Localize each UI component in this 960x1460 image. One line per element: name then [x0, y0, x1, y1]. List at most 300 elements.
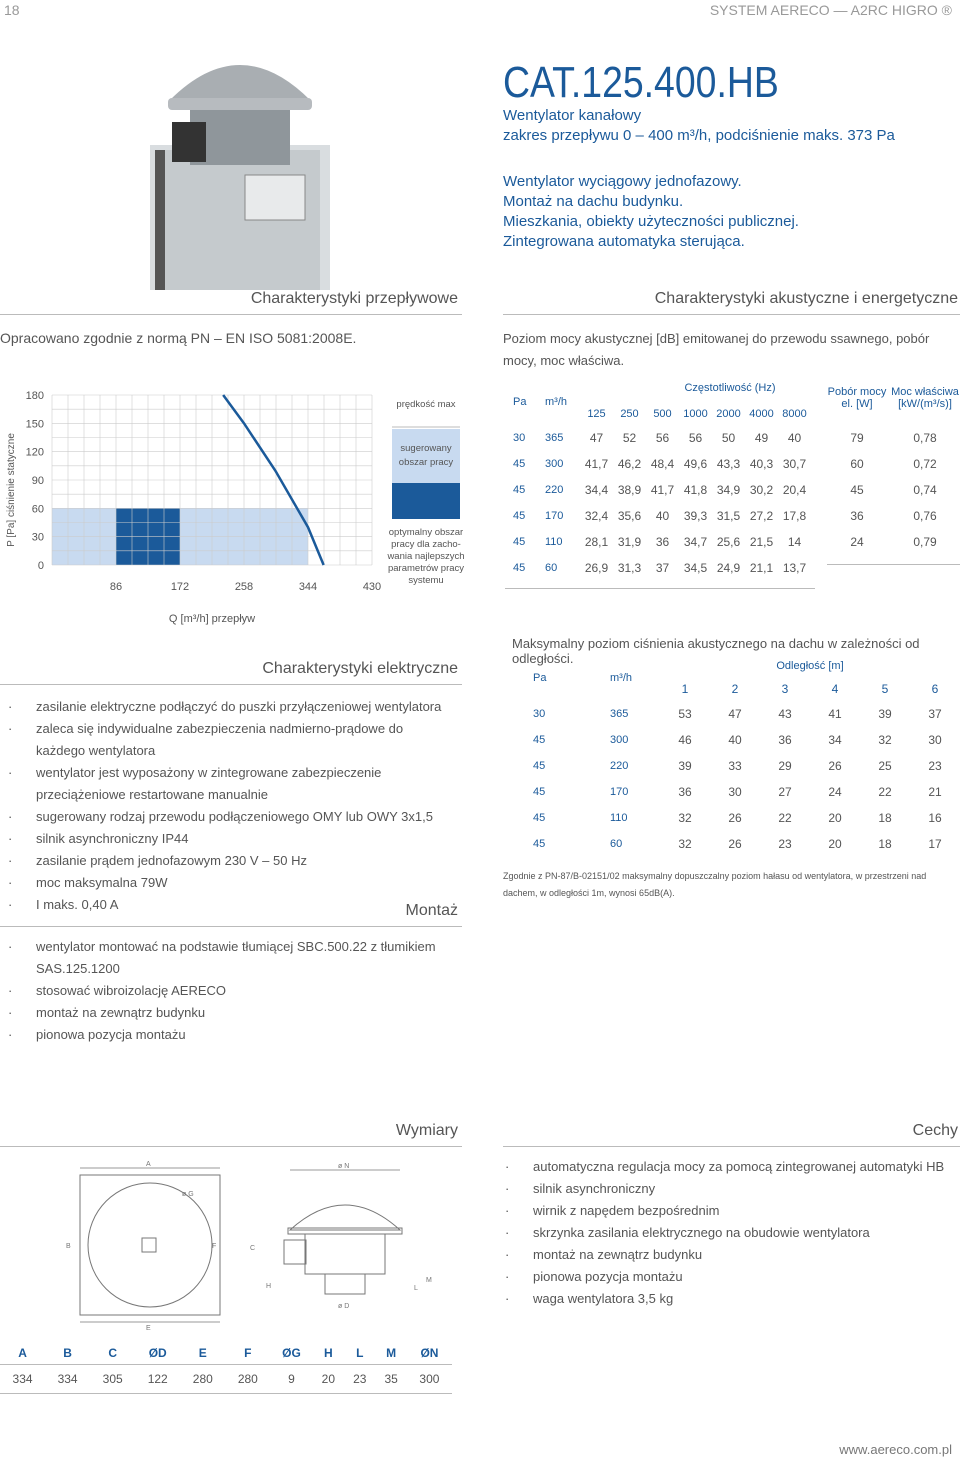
running-head: SYSTEM AERECO — A2RC HIGRO ®: [709, 2, 952, 18]
label-a: A: [146, 1161, 151, 1168]
cell-level: 40: [655, 509, 670, 523]
list-item-text: moc maksymalna 79W: [36, 875, 168, 890]
cell-pa: 45: [513, 458, 526, 470]
bullet: ·: [8, 939, 13, 954]
table-row: [505, 556, 960, 582]
table-row: [505, 806, 960, 832]
table-row: [505, 780, 960, 806]
cell-pa: 45: [513, 536, 526, 548]
divider: [505, 588, 815, 589]
x-tick-label: 172: [170, 581, 190, 593]
bullet: ·: [8, 765, 13, 780]
dimensions-header-row: [0, 1342, 452, 1365]
cell-level: 32: [678, 811, 692, 825]
dimension-header: L: [356, 1346, 364, 1360]
cell-m3: 60: [610, 838, 623, 850]
dimension-header: ØN: [420, 1346, 439, 1360]
specific-unit: [kW/(m³/s)]: [898, 398, 952, 410]
col-header-freq: Częstotliwość (Hz): [684, 382, 776, 394]
cell-specific: 0,76: [913, 509, 937, 523]
dimension-value: 305: [90, 1365, 135, 1394]
cell-level: 36: [678, 785, 692, 799]
features-heading: Cechy: [912, 1122, 958, 1139]
cell-pa: 30: [513, 432, 526, 444]
x-tick-label: 258: [234, 581, 254, 593]
cell-power: 45: [850, 483, 864, 497]
cell-level: 25: [878, 759, 892, 773]
cell-m3: 170: [545, 510, 564, 522]
product-description: [503, 172, 799, 252]
cell-level: 56: [655, 431, 670, 445]
freq-label: 2000: [716, 408, 741, 420]
cell-level: 31,3: [617, 561, 642, 575]
cell-pa: 45: [533, 786, 546, 798]
freq-label: 250: [620, 408, 639, 420]
cell-level: 37: [928, 707, 942, 721]
cell-level: 20,4: [782, 483, 807, 497]
cell-level: 47: [728, 707, 742, 721]
dimension-header: E: [198, 1346, 207, 1360]
divider: [0, 926, 462, 927]
cell-level: 49,6: [683, 457, 708, 471]
cell-level: 21,5: [749, 535, 774, 549]
cell-level: 36: [778, 733, 792, 747]
dimension-header: A: [18, 1346, 27, 1360]
table-row: [505, 728, 960, 754]
cell-m3: 365: [545, 432, 564, 444]
cell-level: 43: [778, 707, 792, 721]
cell-pa: 45: [513, 484, 526, 496]
col-header-m3: m³/h: [545, 396, 567, 408]
col-header-pa: Pa: [513, 396, 527, 408]
list-item: [505, 1222, 945, 1244]
cell-level: 47: [589, 431, 604, 445]
dimension-value: 35: [375, 1365, 406, 1394]
list-item-text: zasilanie prądem jednofazowym 230 V – 50 Hz: [36, 853, 307, 868]
table-row: [505, 452, 960, 478]
bullet: ·: [8, 1027, 13, 1042]
standard-note: Opracowano zgodnie z normą PN – EN ISO 5081:2008E.: [0, 330, 357, 346]
divider: [0, 684, 462, 685]
cell-level: 40: [728, 733, 742, 747]
cell-level: 34,4: [584, 483, 609, 497]
label-l: L: [414, 1285, 418, 1292]
bullet: ·: [505, 1291, 510, 1306]
legend-optimal-line: optymalny obszar: [388, 527, 464, 538]
list-item: [8, 1024, 448, 1046]
table-row: [505, 478, 960, 504]
x-tick-label: 430: [362, 581, 382, 593]
list-item-text: pionowa pozycja montażu: [36, 1027, 186, 1042]
label-c: C: [250, 1245, 256, 1252]
label-b: B: [66, 1243, 71, 1250]
table-row: [505, 504, 960, 530]
list-item-text: sugerowany rodzaj przewodu podłączeniowego OMY lub OWY 3x1,5: [36, 809, 433, 824]
cell-m3: 365: [610, 708, 629, 720]
label-d: ø D: [338, 1303, 350, 1310]
dimension-value: 280: [180, 1365, 225, 1394]
roof-table: [505, 656, 960, 856]
legend-suggested-line: obszar pracy: [398, 457, 454, 468]
dimension-value: 23: [344, 1365, 375, 1394]
cell-level: 23: [928, 759, 942, 773]
cell-pa: 45: [513, 562, 526, 574]
y-tick-label: 150: [25, 418, 44, 431]
freq-label: 4000: [749, 408, 774, 420]
bullet: ·: [8, 809, 13, 824]
cell-level: 34,7: [683, 535, 708, 549]
distance-label: 4: [831, 682, 839, 696]
table-row: [505, 754, 960, 780]
list-item: [8, 850, 448, 872]
product-subtitle: [503, 106, 895, 146]
cell-level: 41,7: [584, 457, 609, 471]
distance-label: 6: [931, 682, 939, 696]
list-item: [8, 936, 448, 980]
list-item-text: zaleca się indywidualne zabezpieczenia nadmierno-prądowe do każdego wentylatora: [36, 721, 404, 758]
distance-label: 3: [781, 682, 789, 696]
list-item: [8, 980, 448, 1002]
desc-line: Mieszkania, obiekty użyteczności publicznej.: [503, 213, 799, 230]
cell-level: 24: [828, 785, 842, 799]
bullet: ·: [8, 897, 13, 912]
mounting-heading: Montaż: [405, 902, 458, 919]
cell-level: 32: [678, 837, 692, 851]
cell-level: 56: [688, 431, 703, 445]
divider: [503, 314, 960, 315]
cell-level: 31,5: [716, 509, 741, 523]
specific-label: Moc właściwa: [891, 386, 959, 398]
legend-optimal-swatch: [392, 483, 460, 519]
power-unit: el. [W]: [841, 398, 873, 410]
col-header-pa: Pa: [533, 672, 547, 684]
cell-level: 48,4: [650, 457, 675, 471]
list-item: [8, 762, 448, 806]
bullet: ·: [8, 699, 13, 714]
bullet: ·: [8, 831, 13, 846]
roof-footnote: Zgodnie z PN-87/B-02151/02 maksymalny dopuszczalny poziom hałasu od wentylatora, w przestrzeni nad dachem, w odległości 1m, wynosi 65dB(A).: [503, 871, 927, 898]
col-header-specific: [890, 386, 960, 410]
divider: [827, 564, 960, 565]
list-item: [505, 1266, 945, 1288]
cell-m3: 300: [610, 734, 629, 746]
list-item: [505, 1178, 945, 1200]
power-label: Pobór mocy: [827, 386, 887, 398]
label-e: E: [146, 1325, 151, 1330]
cell-level: 16: [928, 811, 942, 825]
cell-level: 38,9: [617, 483, 642, 497]
x-tick-label: 86: [109, 581, 123, 593]
acoustic-heading: Charakterystyki akustyczne i energetyczne: [654, 290, 958, 307]
cell-level: 46,2: [617, 457, 642, 471]
dimension-header: B: [63, 1346, 72, 1360]
cell-level: 22: [778, 811, 792, 825]
x-tick-label: 344: [298, 581, 318, 593]
cell-level: 49: [754, 431, 769, 445]
dimension-value: 280: [225, 1365, 270, 1394]
list-item: [8, 696, 448, 718]
cell-level: 30,2: [749, 483, 774, 497]
bullet: ·: [505, 1159, 510, 1174]
cell-level: 14: [787, 535, 802, 549]
y-tick-label: 180: [25, 390, 44, 402]
cell-level: 30,7: [782, 457, 807, 471]
x-axis-label: Q [m³/h] przepływ: [168, 613, 256, 625]
cell-level: 53: [678, 707, 692, 721]
distance-header-row: [660, 682, 960, 698]
table-row: [505, 832, 960, 858]
dimensions-value-row: [0, 1365, 452, 1394]
cell-level: 46: [678, 733, 692, 747]
dimension-value: 334: [45, 1365, 90, 1394]
list-item: [8, 1002, 448, 1024]
flow-heading: Charakterystyki przepływowe: [250, 290, 458, 307]
cell-level: 28,1: [584, 535, 609, 549]
cell-pa: 45: [533, 812, 546, 824]
subtitle-line-1: Wentylator kanałowy: [503, 107, 642, 124]
footer-url[interactable]: www.aereco.com.pl: [839, 1442, 952, 1457]
cell-specific: 0,72: [913, 457, 937, 471]
bullet: ·: [8, 875, 13, 890]
dimension-value: 334: [0, 1365, 45, 1394]
cell-level: 39,3: [683, 509, 708, 523]
dimension-value: 122: [135, 1365, 180, 1394]
cell-level: 31,9: [617, 535, 642, 549]
roof-note: Maksymalny poziom ciśnienia akustycznego na dachu w zależności od odległości.: [512, 636, 920, 666]
cell-m3: 170: [610, 786, 629, 798]
list-item-text: stosować wibroizolację AERECO: [36, 983, 227, 998]
cell-m3: 110: [610, 812, 628, 824]
cell-level: 32,4: [584, 509, 609, 523]
legend-suggested-line: sugerowany: [400, 443, 452, 454]
col-header-power: [827, 386, 887, 410]
cell-level: 13,7: [782, 561, 807, 575]
y-tick-label: 30: [31, 531, 44, 544]
cell-level: 36: [655, 535, 670, 549]
list-item-text: silnik asynchroniczny IP44: [36, 831, 189, 846]
cell-level: 21,1: [749, 561, 774, 575]
cell-level: 26: [828, 759, 842, 773]
cell-level: 30: [728, 785, 742, 799]
freq-label: 8000: [782, 408, 807, 420]
cell-level: 26,9: [584, 561, 609, 575]
cell-level: 37: [655, 561, 670, 575]
cell-level: 41,7: [650, 483, 675, 497]
list-item: [505, 1288, 945, 1310]
list-item: [505, 1200, 945, 1222]
dimension-value: 9: [270, 1365, 312, 1394]
list-item-text: automatyczna regulacja mocy za pomocą zintegrowanej automatyki HB: [533, 1159, 945, 1174]
electrical-heading: Charakterystyki elektryczne: [262, 660, 458, 677]
cell-level: 52: [622, 431, 637, 445]
cell-level: 26: [728, 837, 742, 851]
freq-label: 500: [653, 408, 672, 420]
dimension-header: F: [244, 1346, 252, 1360]
label-h: H: [266, 1283, 272, 1290]
y-tick-label: 0: [37, 560, 44, 572]
desc-line: Montaż na dachu budynku.: [503, 193, 684, 210]
list-item-text: pionowa pozycja montażu: [533, 1269, 683, 1284]
cell-specific: 0,79: [913, 535, 937, 549]
acoustic-table: [505, 380, 960, 590]
cell-level: 40,3: [749, 457, 774, 471]
cell-level: 27,2: [749, 509, 774, 523]
list-item-text: zasilanie elektryczne podłączyć do puszki przyłączeniowej wentylatora: [36, 699, 442, 714]
cell-level: 25,6: [716, 535, 741, 549]
cell-level: 40: [787, 431, 802, 445]
cell-level: 20: [828, 837, 842, 851]
legend-optimal-line: parametrów pracy: [387, 563, 465, 574]
cell-specific: 0,74: [913, 483, 937, 497]
bullet: ·: [505, 1269, 510, 1284]
list-item-text: montaż na zewnątrz budynku: [533, 1247, 703, 1262]
divider: [503, 1146, 960, 1147]
subtitle-line-2: zakres przepływu 0 – 400 m³/h, podciśnienie maks. 373 Pa: [503, 127, 895, 144]
list-item-text: wirnik z napędem bezpośrednim: [533, 1203, 720, 1218]
list-item: [505, 1156, 945, 1178]
cell-level: 34: [828, 733, 842, 747]
list-item: [8, 828, 448, 850]
electrical-list: [8, 696, 448, 916]
cell-pa: 45: [533, 734, 546, 746]
cell-level: 34,5: [683, 561, 708, 575]
cell-power: 36: [850, 509, 864, 523]
y-axis-label: P [Pa] ciśnienie statyczne: [6, 433, 17, 547]
product-code: CAT.125.400.HB: [503, 58, 779, 107]
cell-m3: 220: [610, 760, 629, 772]
dimension-header: H: [324, 1346, 333, 1360]
bullet: ·: [8, 721, 13, 736]
table-row: [505, 702, 960, 728]
cell-level: 41: [828, 707, 842, 721]
distance-label: 5: [881, 682, 889, 696]
cell-m3: 220: [545, 484, 564, 496]
list-item-text: silnik asynchroniczny: [533, 1181, 656, 1196]
cell-pa: 45: [533, 760, 546, 772]
product-photo: [150, 40, 330, 290]
cell-level: 26: [728, 811, 742, 825]
cell-pa: 45: [513, 510, 526, 522]
cell-level: 50: [721, 431, 736, 445]
page-number: 18: [4, 2, 20, 18]
cell-level: 41,8: [683, 483, 708, 497]
list-item-text: skrzynka zasilania elektrycznego na obudowie wentylatora: [533, 1225, 870, 1240]
bullet: ·: [8, 853, 13, 868]
legend-optimal-line: pracy dla zacho-: [391, 539, 461, 550]
bullet: ·: [505, 1247, 510, 1262]
list-item: [8, 872, 448, 894]
dimension-value: 300: [407, 1365, 452, 1394]
col-header-distance: Odległość [m]: [776, 660, 844, 672]
dimension-header: C: [108, 1346, 117, 1360]
divider: [0, 1146, 462, 1147]
cell-level: 23: [778, 837, 792, 851]
dimensions-table: [0, 1342, 452, 1394]
cell-power: 24: [850, 535, 864, 549]
cell-pa: 45: [533, 838, 546, 850]
cell-level: 34,9: [716, 483, 741, 497]
list-item-text: wentylator jest wyposażony w zintegrowane zabezpieczenie przeciążeniowe restartowane manualnie: [36, 765, 382, 802]
freq-header-row: [580, 408, 812, 424]
desc-line: Zintegrowana automatyka sterująca.: [503, 233, 745, 250]
cell-level: 35,6: [617, 509, 642, 523]
cell-level: 18: [878, 837, 892, 851]
label-g: ø G: [182, 1191, 194, 1198]
features-list: [505, 1156, 945, 1310]
distance-label: 2: [731, 682, 739, 696]
bullet: ·: [505, 1181, 510, 1196]
label-m: M: [426, 1277, 432, 1284]
legend-optimal-line: wania najlepszych: [387, 551, 465, 562]
cell-level: 32: [878, 733, 892, 747]
list-item: [505, 1244, 945, 1266]
cell-power: 60: [850, 457, 864, 471]
cell-level: 27: [778, 785, 792, 799]
dimension-drawing: [0, 1160, 460, 1330]
cell-level: 20: [828, 811, 842, 825]
label-n: ø N: [338, 1163, 350, 1170]
cell-level: 39: [678, 759, 692, 773]
y-tick-label: 60: [31, 503, 44, 516]
cell-level: 39: [878, 707, 892, 721]
cell-level: 29: [778, 759, 792, 773]
mounting-list: [8, 936, 448, 1046]
y-tick-label: 90: [31, 475, 44, 487]
bullet: ·: [505, 1203, 510, 1218]
table-row: [505, 426, 960, 452]
dimension-header: ØG: [282, 1346, 301, 1360]
flow-chart: [0, 380, 470, 630]
cell-level: 21: [928, 785, 942, 799]
bullet: ·: [8, 983, 13, 998]
list-item-text: I maks. 0,40 A: [36, 897, 119, 912]
col-header-m3: m³/h: [610, 672, 632, 684]
cell-level: 22: [878, 785, 892, 799]
y-tick-label: 120: [25, 446, 44, 459]
list-item: [8, 894, 448, 916]
dimension-header: M: [386, 1346, 397, 1360]
dimension-header: ØD: [148, 1346, 167, 1360]
bullet: ·: [8, 1005, 13, 1020]
distance-label: 1: [681, 682, 689, 696]
cell-specific: 0,78: [913, 431, 937, 445]
desc-line: Wentylator wyciągowy jednofazowy.: [503, 173, 742, 190]
dimension-value: 20: [313, 1365, 344, 1394]
list-item-text: wentylator montować na podstawie tłumiącej SBC.500.22 z tłumikiem SAS.125.1200: [36, 939, 436, 976]
cell-level: 43,3: [716, 457, 741, 471]
cell-level: 18: [878, 811, 892, 825]
cell-m3: 300: [545, 458, 564, 470]
cell-level: 17,8: [782, 509, 807, 523]
freq-label: 1000: [683, 408, 708, 420]
label-f: F: [212, 1243, 217, 1250]
list-item: [8, 718, 448, 762]
cell-m3: 60: [545, 562, 558, 574]
cell-power: 79: [850, 431, 864, 445]
list-item-text: montaż na zewnątrz budynku: [36, 1005, 206, 1020]
list-item-text: waga wentylatora 3,5 kg: [533, 1291, 674, 1306]
cell-level: 24,9: [716, 561, 741, 575]
acoustic-note: Poziom mocy akustycznej [dB] emitowanej do przewodu ssawnego, pobór mocy, moc właściwa.: [503, 331, 930, 368]
bullet: ·: [505, 1225, 510, 1240]
legend-optimal-line: systemu: [408, 575, 444, 586]
cell-level: 33: [728, 759, 742, 773]
legend-max-speed: prędkość max: [396, 399, 456, 410]
cell-level: 17: [928, 837, 942, 851]
divider: [0, 314, 462, 315]
cell-level: 30: [928, 733, 942, 747]
cell-pa: 30: [533, 708, 546, 720]
